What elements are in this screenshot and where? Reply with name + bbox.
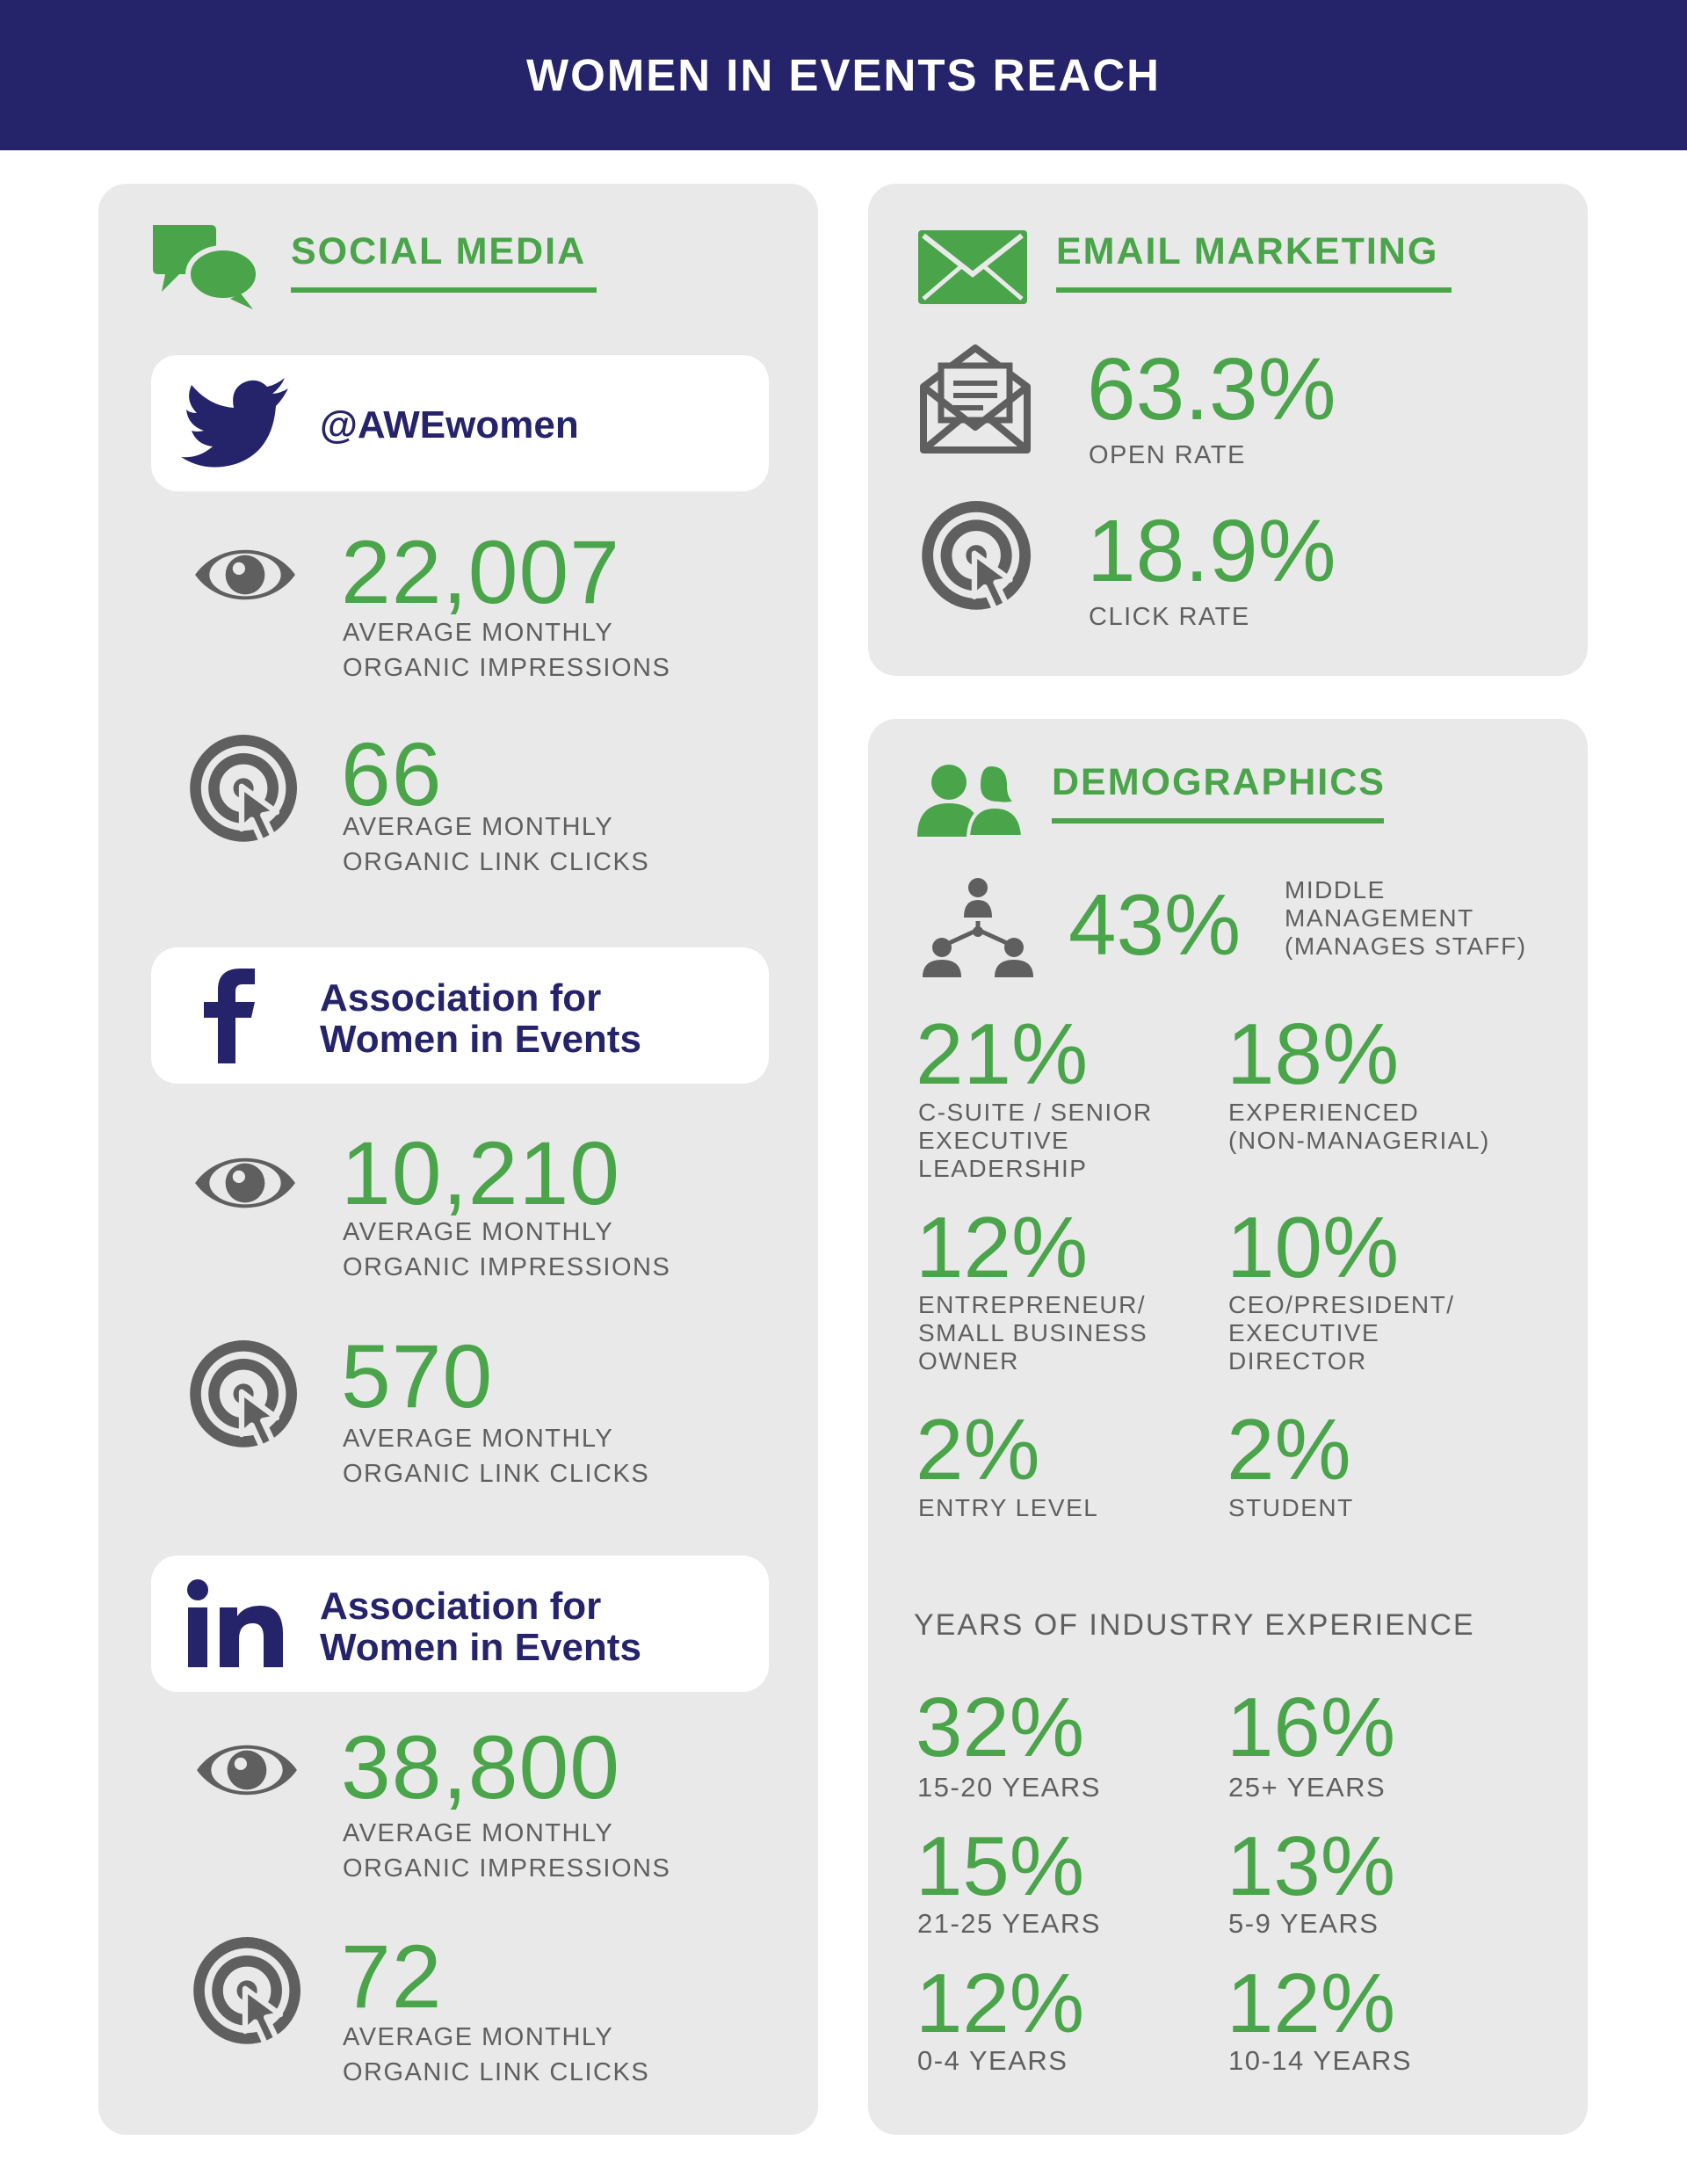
facebook-clicks-value: 570: [341, 1326, 494, 1426]
linkedin-icon: [186, 1579, 285, 1667]
role-value: 12%: [916, 1199, 1089, 1295]
eye-icon: [192, 1151, 299, 1215]
linkedin-clicks-label: AVERAGE MONTHLY ORGANIC LINK CLICKS: [343, 2023, 650, 2086]
middle-management-value: 43%: [1068, 876, 1242, 973]
click-rate-value: 18.9%: [1087, 502, 1336, 600]
twitter-clicks-value: 66: [341, 724, 443, 824]
facebook-icon: [200, 967, 257, 1063]
click-rate-label: CLICK RATE: [1089, 603, 1250, 631]
experience-value: 13%: [1227, 1819, 1396, 1913]
role-value: 21%: [916, 1005, 1089, 1102]
facebook-impressions-value: 10,210: [341, 1123, 620, 1223]
demographics-title: DEMOGRAPHICS: [1052, 761, 1384, 824]
twitter-bird-icon: [181, 378, 290, 469]
experience-label: 10-14 YEARS: [1228, 2045, 1412, 2076]
target-cursor-icon: [186, 735, 297, 845]
org-chart-icon: [921, 877, 1035, 977]
facebook-clicks-label: AVERAGE MONTHLY ORGANIC LINK CLICKS: [343, 1425, 650, 1488]
linkedin-account-line1: Association for: [320, 1585, 602, 1628]
role-value: 18%: [1227, 1005, 1400, 1102]
experience-value: 12%: [916, 1956, 1085, 2050]
target-cursor-icon: [918, 501, 1031, 613]
experience-label: 21-25 YEARS: [917, 1908, 1101, 1939]
page-header: [0, 0, 1687, 150]
open-rate-value: 63.3%: [1087, 340, 1336, 439]
linkedin-impressions-value: 38,800: [341, 1717, 620, 1818]
page-title: WOMEN IN EVENTS REACH: [525, 50, 1162, 100]
experience-value: 12%: [1227, 1956, 1396, 2050]
experience-label: 25+ YEARS: [1228, 1772, 1387, 1803]
role-value: 10%: [1227, 1199, 1400, 1295]
role-value: 2%: [1227, 1401, 1351, 1498]
experience-label: 15-20 YEARS: [917, 1772, 1101, 1803]
people-icon: [917, 763, 1023, 837]
target-cursor-icon: [190, 1937, 300, 2048]
linkedin-clicks-value: 72: [341, 1926, 443, 2027]
experience-value: 15%: [916, 1819, 1085, 1913]
facebook-impressions-label: AVERAGE MONTHLY ORGANIC IMPRESSIONS: [343, 1218, 671, 1281]
facebook-account-line2: Women in Events: [320, 1018, 641, 1061]
experience-value: 32%: [916, 1680, 1085, 1774]
role-label: C-SUITE / SENIOR EXECUTIVE LEADERSHIP: [918, 1099, 1153, 1182]
email-marketing-title: EMAIL MARKETING: [1056, 230, 1452, 293]
experience-label: 0-4 YEARS: [917, 2045, 1068, 2076]
eye-icon: [193, 1738, 300, 1802]
role-label: ENTRY LEVEL: [918, 1494, 1099, 1521]
role-label: EXPERIENCED (NON-MANAGERIAL): [1228, 1099, 1490, 1154]
experience-label: 5-9 YEARS: [1228, 1908, 1379, 1939]
facebook-account-line1: Association for: [320, 976, 602, 1019]
experience-title: YEARS OF INDUSTRY EXPERIENCE: [914, 1608, 1475, 1642]
target-cursor-icon: [186, 1340, 297, 1451]
twitter-account-name: @AWEwomen: [320, 403, 579, 446]
linkedin-account-line2: Women in Events: [320, 1626, 641, 1669]
role-label: CEO/PRESIDENT/ EXECUTIVE DIRECTOR: [1228, 1291, 1455, 1375]
middle-management-label: MIDDLE MANAGEMENT (MANAGES STAFF): [1285, 876, 1527, 960]
social-media-title: SOCIAL MEDIA: [291, 230, 597, 293]
role-value: 2%: [916, 1401, 1040, 1498]
experience-value: 16%: [1227, 1680, 1396, 1774]
twitter-clicks-label: AVERAGE MONTHLY ORGANIC LINK CLICKS: [343, 813, 650, 876]
role-label: STUDENT: [1228, 1494, 1354, 1521]
role-label: ENTREPRENEUR/ SMALL BUSINESS OWNER: [918, 1291, 1148, 1375]
open-envelope-icon: [918, 343, 1032, 455]
open-rate-label: OPEN RATE: [1089, 441, 1246, 469]
twitter-impressions-value: 22,007: [341, 522, 620, 622]
envelope-icon: [918, 230, 1027, 304]
linkedin-impressions-label: AVERAGE MONTHLY ORGANIC IMPRESSIONS: [343, 1819, 671, 1883]
speech-bubbles-icon: [149, 221, 260, 311]
twitter-impressions-label: AVERAGE MONTHLY ORGANIC IMPRESSIONS: [343, 619, 671, 682]
eye-icon: [192, 543, 299, 606]
